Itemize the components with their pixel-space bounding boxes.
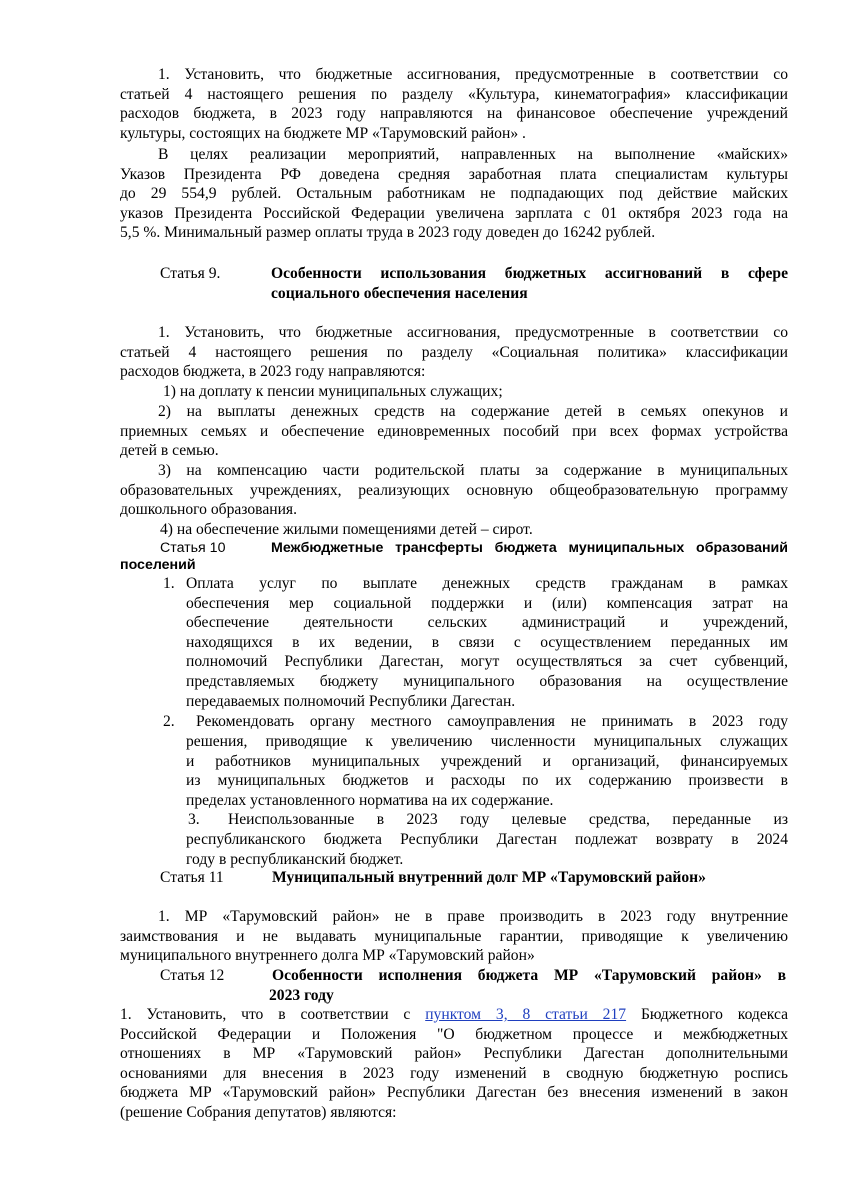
paragraph-social-policy xyxy=(120,323,788,382)
list-item-unused-funds-cont xyxy=(186,830,788,869)
text-line: Указов Президента РФ доведена средняя заработная плата специалистам культуры xyxy=(120,165,788,183)
text-line: бюджета МР «Тарумовский район» Республики Дагестан без внесения изменений в закон xyxy=(120,1084,788,1102)
text-line: обеспечения мер социальной поддержки и (или) компенсация затрат на xyxy=(186,594,788,612)
text-line xyxy=(120,1005,788,1025)
text-line: находящихся в их ведении, в связи с осуществлением переданных им xyxy=(186,633,788,651)
text-line: до 29 554,9 рублей. Остальным работникам не подпадающих под действие майских xyxy=(120,185,788,203)
list-number: 1. xyxy=(163,575,175,592)
list-number: 2. xyxy=(163,713,175,730)
text-line: В целях реализации мероприятий, направленных на выполнение «майских» xyxy=(158,146,788,163)
article-12-title-line2: 2023 году xyxy=(269,987,334,1004)
paragraph-budget-execution xyxy=(120,1005,788,1123)
article-11-label: Статья 11 xyxy=(160,869,224,886)
text-line: представляемых бюджету муниципального образования на осуществление xyxy=(186,672,788,690)
text-line: 5,5 %. Минимальный размер оплаты труда в 2023 году доведен до 16242 рублей. xyxy=(120,224,656,242)
text-fragment: 1. Установить, что в соответствии с xyxy=(120,1006,426,1023)
list-item-parental-fee xyxy=(120,461,788,520)
text-line: основаниями для внесения в 2023 году изменений в сводную бюджетную роспись xyxy=(120,1064,788,1082)
text-line: детей в семью. xyxy=(120,442,219,460)
text-line: году в республиканский бюджет. xyxy=(186,850,404,868)
article-10-label: Статья 10 xyxy=(160,540,226,556)
text-line: 1. МР «Тарумовский район» не в праве производить в 2023 году внутренние xyxy=(158,908,788,925)
list-item-subventions xyxy=(186,574,788,711)
article-12-title-line1: Особенности исполнения бюджета МР «Тарумовский район» в xyxy=(272,967,786,984)
text-line: дошкольного образования. xyxy=(120,501,298,519)
text-line: 3) на компенсацию части родительской платы за содержание в муниципальных xyxy=(158,462,788,479)
article-9-label: Статья 9. xyxy=(160,265,221,282)
text-line: республиканского бюджета Республики Дагестан подлежат возврату в 2024 xyxy=(186,831,788,848)
list-item-recommend-cont xyxy=(186,732,788,810)
list-item-unused-funds xyxy=(228,810,788,830)
budget-code-article-link[interactable]: пунктом 3, 8 статьи 217 xyxy=(425,1006,627,1023)
text-line: муниципального внутреннего долга МР «Тарумовский район» xyxy=(120,947,535,965)
text-line: решения, приводящие к увеличению численности муниципальных служащих xyxy=(186,733,788,750)
text-line: полномочий Республики Дагестан, могут осуществляться за счет субвенций, xyxy=(186,653,788,671)
text-line: пределах установленного норматива на их содержание. xyxy=(186,791,554,809)
list-item-pension: 1) на доплату к пенсии муниципальных служащих; xyxy=(163,383,503,400)
text-line: обеспечение деятельности сельских администраций и учреждений, xyxy=(186,614,788,632)
paragraph-municipal-debt xyxy=(120,907,788,966)
article-10-title-line2: поселений xyxy=(120,557,196,573)
text-line: указов Президента Российской Федерации увеличена зарплата с 01 октября 2023 года на xyxy=(120,204,788,222)
list-item-recommend xyxy=(196,712,788,732)
text-line: отношениях в МР «Тарумовский район» Республики Дагестан дополнительными xyxy=(120,1045,788,1063)
text-line: из муниципальных бюджетов и расходы по их содержанию произвести в xyxy=(186,772,788,790)
text-line: и работников муниципальных учреждений и организаций, финансируемых xyxy=(186,752,788,770)
text-line: статьей 4 настоящего решения по разделу «Социальная политика» классификации xyxy=(120,343,788,361)
text-fragment: Бюджетного кодекса xyxy=(626,1006,789,1023)
text-line: (решение Собрания депутатов) являются: xyxy=(120,1103,397,1121)
text-line: Оплата услуг по выплате денежных средств гражданам в рамках xyxy=(186,575,788,592)
text-line: статьей 4 настоящего решения по разделу «Культура, кинематография» классификации xyxy=(120,85,788,103)
article-11-title: Муниципальный внутренний долг МР «Тарумовский район» xyxy=(272,869,706,886)
list-number: 3. xyxy=(188,811,200,828)
text-line: Российской Федерации и Положения "О бюджетном процессе и межбюджетных xyxy=(120,1025,788,1043)
text-line: 1. Установить, что бюджетные ассигнования, предусмотренные в соответствии со xyxy=(158,324,788,341)
article-12-label: Статья 12 xyxy=(160,967,225,984)
paragraph-culture-allocations xyxy=(120,65,788,143)
article-10-title-line1: Межбюджетные трансферты бюджета муниципальных образований xyxy=(271,540,788,556)
text-line: культуры, состоящих на бюджете МР «Тарумовский район» . xyxy=(120,124,526,142)
text-line: образовательных учреждениях, реализующих основную общеобразовательную программу xyxy=(120,481,788,499)
text-line: 1. Установить, что бюджетные ассигнования, предусмотренные в соответствии со xyxy=(158,66,788,83)
text-line: передаваемых полномочий Республики Дагестан. xyxy=(186,692,516,710)
text-line: 2) на выплаты денежных средств на содержание детей в семьях опекунов и xyxy=(158,403,788,420)
text-line: расходов бюджета, в 2023 году направляются: xyxy=(120,363,426,381)
article-9-title-line1: Особенности использования бюджетных ассигнований в сфере xyxy=(271,265,788,282)
text-line: Неиспользованные в 2023 году целевые средства, переданные из xyxy=(228,811,788,828)
text-line: расходов бюджета, в 2023 году направляются на финансовое обеспечение учреждений xyxy=(120,105,788,123)
list-item-guardianship xyxy=(120,402,788,461)
text-line: Рекомендовать органу местного самоуправления не принимать в 2023 году xyxy=(196,713,788,730)
paragraph-may-decrees xyxy=(120,145,788,243)
article-9-title-line2: социального обеспечения населения xyxy=(271,285,528,302)
text-line: заимствования и не выдавать муниципальные гарантии, приводящие к увеличению xyxy=(120,927,788,945)
list-item-orphan-housing: 4) на обеспечение жилыми помещениями детей – сирот. xyxy=(160,521,533,538)
text-line: приемных семьях и обеспечение единовременных пособий при всех формах устройства xyxy=(120,422,788,440)
